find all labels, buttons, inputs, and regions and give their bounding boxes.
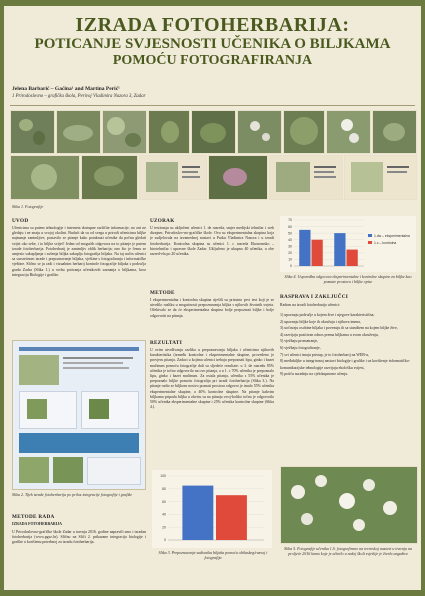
uzorak-text: U testiranju su uključeni učenici 1. de razreda, smjer medijski tehničar i web dizajner, Prirodoslov-no-grafičke škole. Ova su eksperimentalna skupina koja je sudjelovala na izvanrednoj nastavi u Parku Vladimira Nazora i u izradi fotoherbarija. Kontrolna skupina su učenici 1. c razreda Ekonomsko – birotehničar i upravne škole Zadar. Uključeno je ukupno 40 učenika, u obe razred-ela po 20 učenika. — [150, 226, 274, 257]
y-tick-label: 50 — [288, 231, 292, 236]
bar — [312, 240, 323, 266]
bar — [334, 233, 345, 266]
rezultati-text: U ovim utvrđivanju razlika u prepoznavanju biljaka i učenicima njihovih karakteristika (između kontrolne i eksperimentalne skupine, provedeno je provjeru pitanja. Zadaci u kojima učenici trebaju prepoznati lipu, ginko i bazei mačinum pomoću fotografije dali su sljedeće rezultate: u 3. de razredu 85% učenika je točno odgovorilo na ovo pitanja, a u 1. c 70% učenika je prepoznalo lipu, ginko i bazei mačinum. Za ostala pitanja, učenika s 55% učenika je prepoznalo biljke pomoću fotografija pri izradi fotoherbarija (Slika 3.). Na pitanje radio se biljkom nosivo poznati prostora odgovor je imalo 55% učenika eksperimentalne skupine, a 40% kontrolne skupine. Na pitanje kakvim biljkama pripadu biljka u okviru su na pitanju ovoj-koliko točno je odgovorilo 50% učenika eksperimentalne skupine i 25% učenika kontrolne skupine (Slika 4.). — [150, 348, 274, 410]
title-line-2: POTICANJE SVJESNOSTI UČENIKA O BILJKAMA — [34, 36, 391, 52]
plant-photo — [10, 110, 55, 154]
bar — [347, 250, 358, 266]
left-border — [0, 0, 4, 596]
y-tick-label: 30 — [288, 244, 292, 249]
legend-label: 1.c – kontrolna — [374, 241, 397, 245]
divider — [10, 105, 415, 106]
conclusion-item: 5) vježbaju promatranje, — [280, 339, 319, 344]
plant-photo — [372, 110, 417, 154]
chart-prepoznavanje — [152, 470, 272, 548]
flower-field-photo — [280, 466, 418, 544]
caption-slika-1: Slika 1. Fotografije — [12, 204, 44, 209]
conclusion-item: 9) potiču suradnju na cjelokupnome učenju. — [280, 372, 349, 377]
plant-photo — [237, 110, 282, 154]
legend-swatch — [368, 241, 372, 244]
y-tick-label: 60 — [162, 499, 166, 504]
legend-swatch — [368, 234, 372, 237]
subheading-izrada: IZRADA FOTOHERBARIJA — [12, 522, 62, 526]
top-border — [0, 0, 425, 6]
section-heading-uzorak: UZORAK — [150, 218, 175, 224]
plant-photo — [326, 110, 371, 154]
conclusion-item: 3) uočavaju osobine biljaka i povezuju ih sa staništem na kojem biljke žive, — [280, 326, 398, 331]
metode-text: I eksperimentalna i kontrolna skupina riješili su prisutno prvi test koji je se utvrdilo razliku u mogućnosti prepoznavanja biljka s njihovih životnih uvjeta. Očekivalo se da će eksperimentalna skupina bolje prepoznati biljke i bolje odgovoriti na pitanja. — [150, 298, 274, 318]
bottom-border — [0, 590, 425, 596]
section-heading-metode: METODE — [150, 290, 175, 296]
plant-photo — [81, 155, 138, 200]
y-tick-label: 20 — [288, 251, 292, 256]
caption-slika-2: Slika 2. Tijek izrade fotoherbarija po priloz integracije fotografije i grafike — [12, 492, 133, 497]
right-border — [421, 0, 425, 596]
metode-izrade-text: U Prirodoslovno-grafičke škole Zadar u travnju 2016. godine napravili smo i izradan fotoherbarija (www.pgsz.hr). Slično na Sliči 2. prikazane integracija biologije i grafike u korištenu potrebnoj za izradu fotoherbarija. — [12, 530, 146, 545]
title-line-3: POMOĆU FOTOGRAFIRANJA — [112, 53, 313, 68]
plant-photo — [283, 110, 325, 154]
y-tick-label: 60 — [288, 224, 292, 229]
section-heading-metode-rada: METODE RADA — [12, 514, 55, 520]
y-tick-label: 100 — [160, 474, 166, 479]
section-heading-rezultati: REZULTATI — [150, 340, 183, 346]
conclusion-item: 6) vježbaju fotografiranje, — [280, 345, 321, 350]
herbarium-card-photo — [344, 155, 417, 200]
plant-photo — [191, 110, 236, 154]
y-tick-label: 10 — [288, 257, 292, 262]
y-tick-label: 40 — [288, 237, 292, 242]
rasprava-intro: Radom na izradi fotoherbarija učenici: — [280, 303, 341, 307]
conclusion-item: 7) svi učenici imaju pristup, je to fotoherbarij na WEB-u, — [280, 352, 370, 357]
conclusion-item: 8) međubiljke u integriranoj nastavi biologije i grafike i uz korištenje informatičko-komunikacijske tehnologije razvijaju ekološku svijest, — [280, 359, 410, 370]
y-tick-label: 40 — [162, 512, 166, 517]
y-tick-label: 70 — [288, 218, 292, 223]
y-tick-label: 80 — [162, 487, 166, 491]
y-tick-label: 0 — [290, 264, 292, 269]
chart-usporedba — [280, 216, 416, 272]
plant-photo — [102, 110, 147, 154]
plant-photo — [56, 110, 101, 154]
authors: Jelena Barbarić – Gaćina¹ and Martina Perić¹ — [12, 86, 120, 92]
uvod-text: Učenicima su putem tehnologije i interneta dostupne različite informacije, no oni ne gledaju i ne znaju u svojoj okolini. Budući da su od svega u prirodi učenicima biljke najmanje zanimljive, postavilo se pitanje kako potaknuti učenike da počnu gledati svijet oko sebe, i to biljke svijet? Jedan od mogućih odgovora na to pitanje je putem izrade fotoherbarija. Fotoherbarij je zanimljiv oblik herbarija; ono što je čemu se umjesto sakupljanja i sušenja biljka sakuplja fotografija biljaka. Na taj način učenici sa sursrećnom izrade i prepoznavanje biljaka, vještine s fotografiranja i informatičke vještine. Slično se ju radi i vizualnim herbarij kontrole fotografije biljaka s područja grada Zadra (Slika 1.) u svrhu poticanja učenikovih saznanja o biljkama, kroz integraciju Biologije i grafike. — [12, 226, 146, 277]
caption-slika-3: Slika 3. Prepoznavanje sudionika biljaka pomoću obilaskeg/razvoj i fotografija — [158, 550, 268, 560]
plant-photo — [10, 155, 80, 200]
conclusion-item: 1) upoznaju područje u kojem žive i njegove karakteristična; — [280, 313, 375, 317]
plant-photo — [148, 110, 190, 154]
fotoherbarij-screenshot — [12, 340, 146, 490]
herbarium-card-photo — [269, 155, 343, 200]
conclusion-item: 2) upoznaju biljke koje ih okružuju i njihova imena, — [280, 319, 361, 324]
bar — [216, 495, 247, 540]
bar — [182, 486, 213, 540]
title-line-1: IZRADA FOTOHERBARIJA: — [75, 14, 350, 36]
caption-slika-4: Slika 4. Usporedba odgovora eksperimentalne i kontrolne skupine za biljke kao poznate prostora i biljke opise — [284, 274, 412, 284]
conclusion-item: 4) razvijaju pozitivan odnos prema biljkama u svom okruženju, — [280, 332, 379, 337]
y-tick-label: 20 — [162, 525, 166, 530]
bar — [299, 230, 310, 266]
conclusions-list — [280, 312, 414, 378]
plant-photo — [208, 155, 268, 200]
caption-slika-5: Slika 5. Fotografije učenika 1.S. fotografirano na terenskoj nastavi u travnju na proljeće 2016 kamo koje je učinilo u našoj školi svjetlije je živela angažira — [284, 546, 412, 556]
section-heading-uvod: UVOD — [12, 218, 29, 224]
section-heading-rasprava: RASPRAVA I ZAKLJUČCI — [280, 294, 349, 300]
affiliation: 1 Prirodoslovno – grafička škola, Perivoj Vladimira Nazora 3, Zadar — [12, 94, 146, 99]
legend-label: 1.dw – eksperimentalna — [374, 234, 410, 238]
herbarium-card-photo — [139, 155, 207, 200]
y-tick-label: 0 — [164, 538, 166, 543]
